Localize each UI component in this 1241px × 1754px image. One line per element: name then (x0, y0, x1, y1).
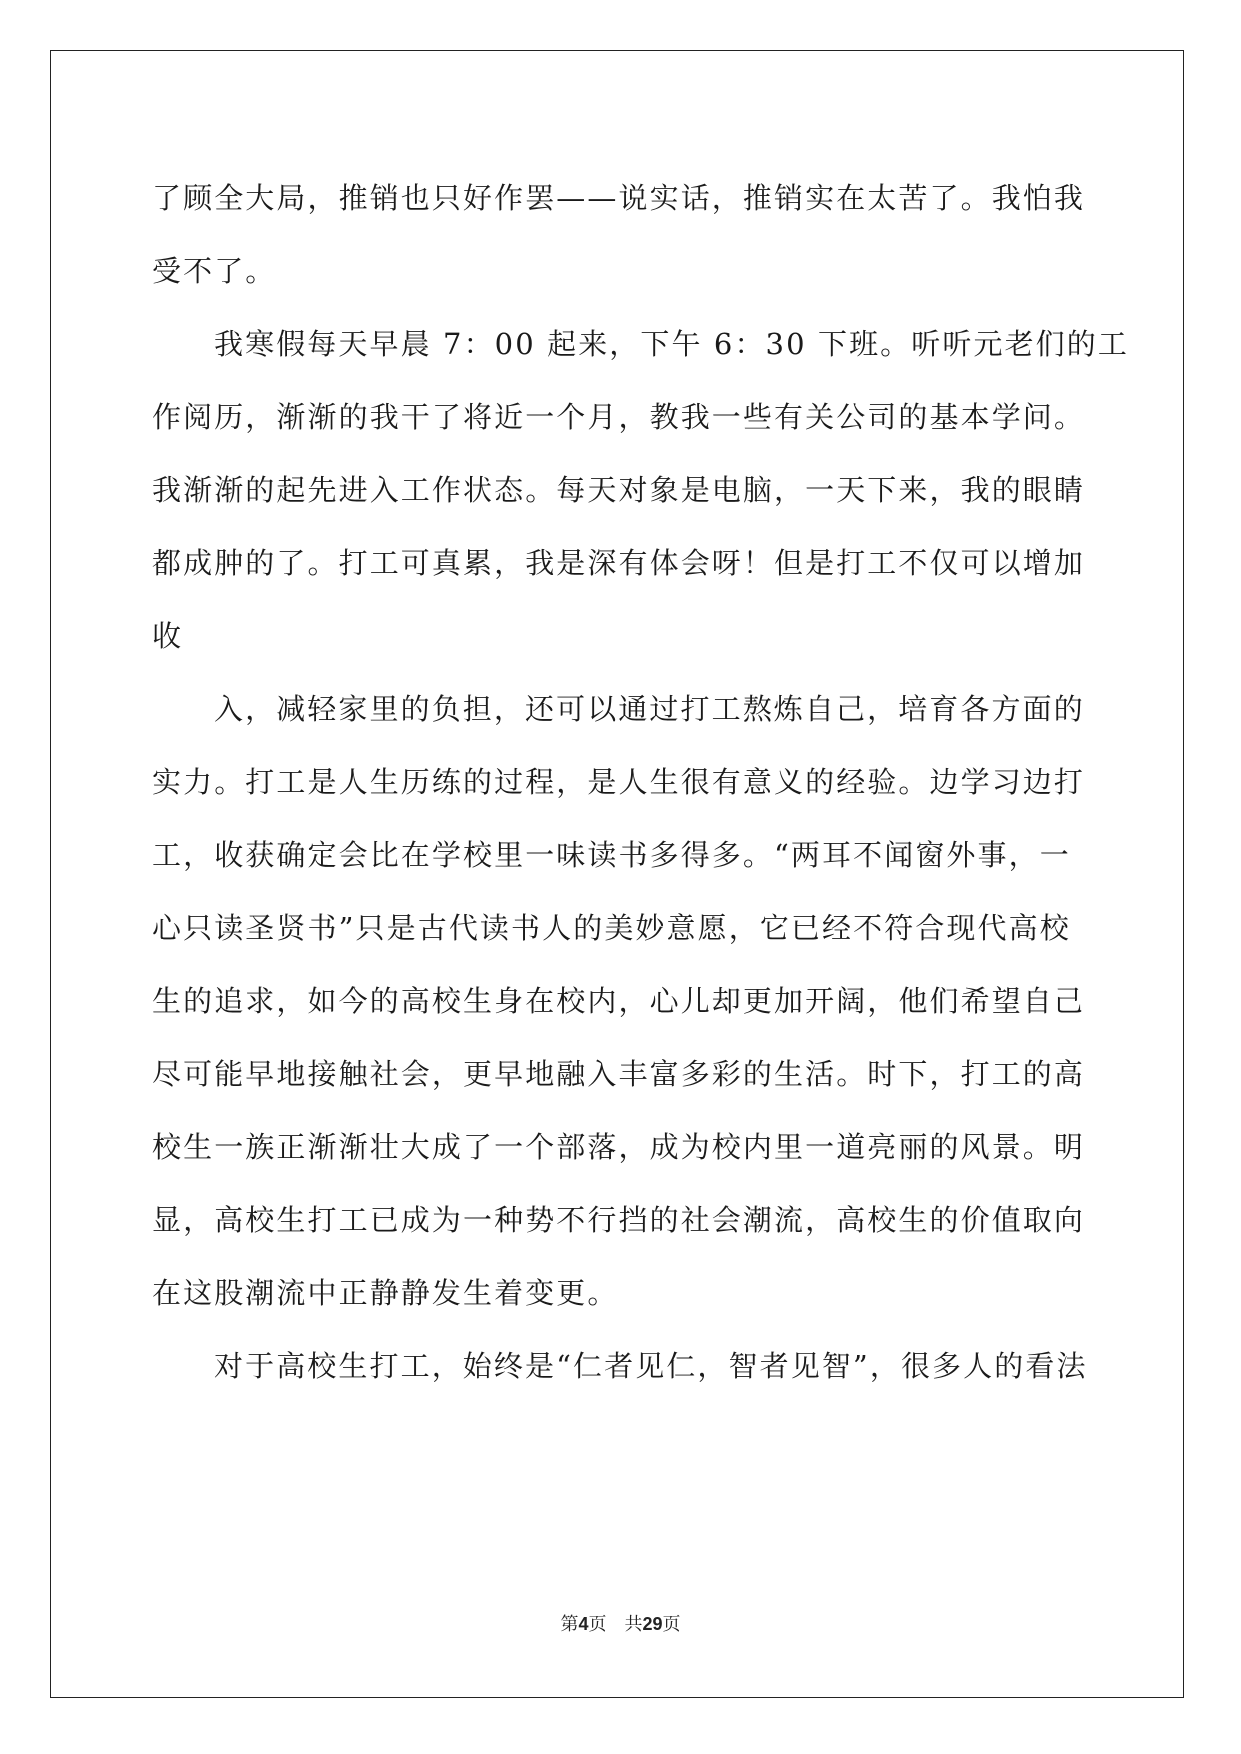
text-line: 我渐渐的起先进入工作状态。每天对象是电脑，一天下来，我的眼睛 (152, 473, 1086, 507)
paragraph-start-line: 对于高校生打工，始终是“仁者见仁，智者见智”，很多人的看法 (214, 1349, 1088, 1383)
text-line: 校生一族正渐渐壮大成了一个部落，成为校内里一道亮丽的风景。明 (152, 1130, 1086, 1164)
document-body (152, 162, 1129, 1403)
text-line: 都成肿的了。打工可真累，我是深有体会呀！但是打工不仅可以增加 (152, 546, 1086, 580)
text-line: 尽可能早地接触社会，更早地融入丰富多彩的生活。时下，打工的高 (152, 1057, 1086, 1091)
text-line: 作阅历，渐渐的我干了将近一个月，教我一些有关公司的基本学问。 (152, 400, 1086, 434)
text-line: 显，高校生打工已成为一种势不行挡的社会潮流，高校生的价值取向 (152, 1203, 1086, 1237)
paragraph-start-line: 入，减轻家里的负担，还可以通过打工熬炼自己，培育各方面的 (214, 692, 1085, 726)
text-line: 了顾全大局，推销也只好作罢——说实话，推销实在太苦了。我怕我 (152, 181, 1086, 215)
total-pages: 29 (642, 1614, 663, 1634)
text-line: 心只读圣贤书”只是古代读书人的美妙意愿，它已经不符合现代高校 (152, 911, 1071, 945)
text-line: 收 (152, 619, 184, 653)
text-line: 在这股潮流中正静静发生着变更。 (152, 1276, 619, 1310)
total-suffix: 页 (662, 1614, 681, 1635)
page-prefix: 第 (560, 1614, 579, 1635)
text-line: 受不了。 (152, 254, 277, 288)
paragraph-start-line: 我寒假每天早晨 7：00 起来，下午 6：30 下班。听听元老们的工 (214, 327, 1129, 361)
text-line: 生的追求，如今的高校生身在校内，心儿却更加开阔，他们希望自己 (152, 984, 1086, 1018)
text-line: 实力。打工是人生历练的过程，是人生很有意义的经验。边学习边打 (152, 765, 1086, 799)
text-line: 工，收获确定会比在学校里一味读书多得多。“两耳不闻窗外事，一 (152, 838, 1071, 872)
page-suffix: 页 (588, 1614, 607, 1635)
total-prefix: 共 (624, 1614, 643, 1635)
page-footer (0, 1610, 1241, 1636)
page-number: 4 (578, 1614, 589, 1634)
